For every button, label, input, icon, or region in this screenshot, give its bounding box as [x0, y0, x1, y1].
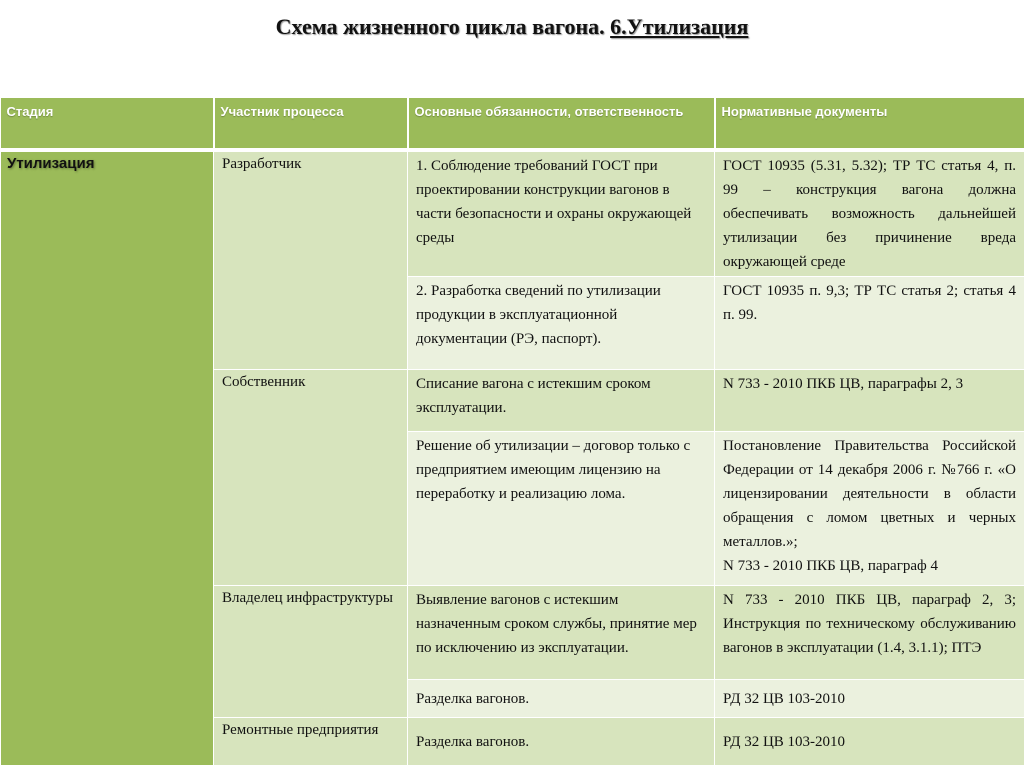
title-main: Схема жизненного цикла вагона. [275, 14, 611, 39]
header-stage: Стадия [1, 98, 214, 150]
document-cell [715, 431, 1024, 585]
participant-owner: Собственник [214, 369, 408, 585]
title-sub: 6.Утилизация [610, 14, 749, 39]
table-row [1, 150, 1024, 276]
duty-cell: 1. Соблюдение требований ГОСТ при проектировании конструкции вагонов в части безопасности и охраны окружающей среды [408, 150, 715, 276]
participant-repair: Ремонтные предприятия [214, 717, 408, 765]
document-cell: РД 32 ЦВ 103-2010 [715, 679, 1024, 717]
document-cell: РД 32 ЦВ 103-2010 [715, 717, 1024, 765]
header-participant: Участник процесса [214, 98, 408, 150]
table-header-row [1, 98, 1024, 150]
duty-cell: Выявление вагонов с истекшим назначенным сроком службы, принятие мер по исключению из эксплуатации. [408, 585, 715, 679]
document-extra: N 733 - 2010 ПКБ ЦВ, параграф 4 [723, 557, 938, 574]
document-cell: ГОСТ 10935 п. 9,3; ТР ТС статья 2; статья 4 п. 99. [715, 276, 1024, 369]
duty-cell: Разделка вагонов. [408, 679, 715, 717]
header-documents: Нормативные документы [715, 98, 1024, 150]
participant-developer: Разработчик [214, 150, 408, 369]
duty-cell: 2. Разработка сведений по утилизации продукции в эксплуатационной документации (РЭ, паспорт). [408, 276, 715, 369]
participant-infrastructure: Владелец инфраструктуры [214, 585, 408, 717]
document-cell: N 733 - 2010 ПКБ ЦВ, параграфы 2, 3 [715, 369, 1024, 431]
document-cell: ГОСТ 10935 (5.31, 5.32); ТР ТС статья 4, п. 99 – конструкция вагона должна обеспечивать возможность дальнейшей утилизации без причинение вреда окружающей среде [715, 150, 1024, 276]
duty-cell: Разделка вагонов. [408, 717, 715, 765]
stage-cell: Утилизация [1, 150, 214, 765]
duty-cell: Решение об утилизации – договор только с предприятием имеющим лицензию на переработку и реализацию лома. [408, 431, 715, 585]
document-text: Постановление Правительства Российской Федерации от 14 декабря 2006 г. №766 г. «О лицензировании деятельности в области обращения с ломом цветных и черных металлов.»; [723, 437, 1016, 550]
lifecycle-table [0, 98, 1024, 766]
page-title [0, 14, 1024, 40]
document-cell: N 733 - 2010 ПКБ ЦВ, параграф 2, 3; Инструкция по техническому обслуживанию вагонов в эксплуатации (1.4, 3.1.1); ПТЭ [715, 585, 1024, 679]
header-duties: Основные обязанности, ответственность [408, 98, 715, 150]
duty-cell: Списание вагона с истекшим сроком эксплуатации. [408, 369, 715, 431]
